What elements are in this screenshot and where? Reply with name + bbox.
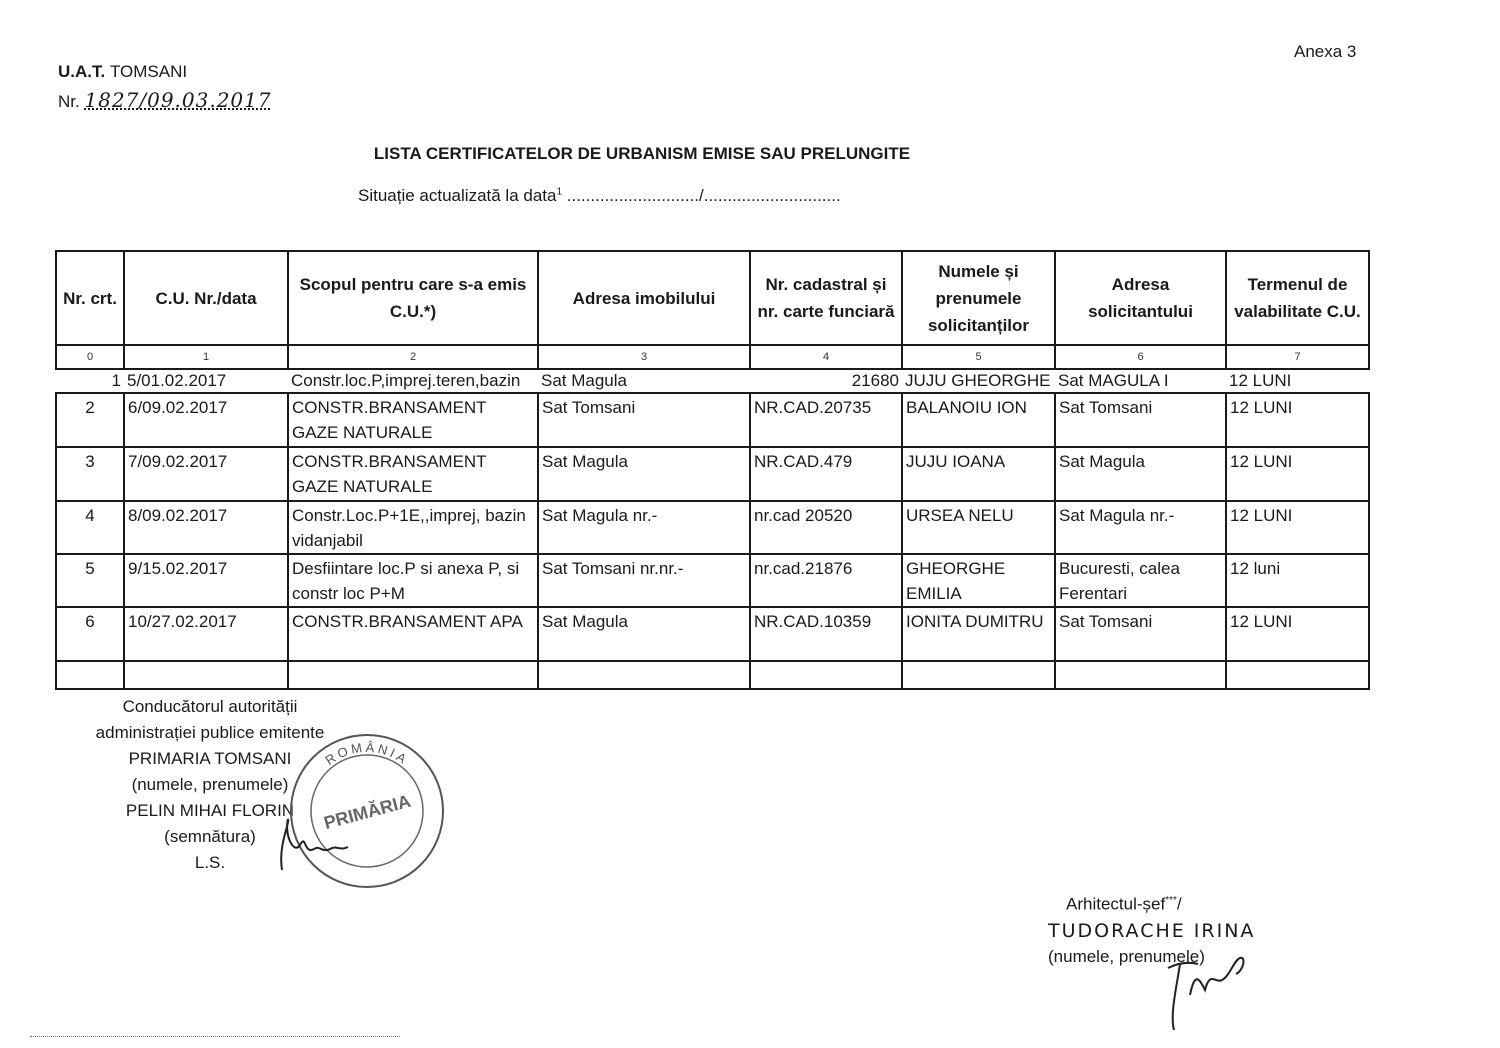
signature-left xyxy=(270,815,360,875)
empty-cell xyxy=(1055,661,1226,689)
bottom-divider xyxy=(30,1036,400,1038)
column-index-row xyxy=(56,345,1369,369)
registration-prefix: Nr. xyxy=(58,92,85,111)
architect-slash: / xyxy=(1176,894,1182,914)
table-row-1 xyxy=(56,369,1369,393)
table-header-row xyxy=(56,251,1369,345)
column-index: 1 xyxy=(124,345,288,369)
stamp-top-text: ROMÂNIA xyxy=(322,739,412,768)
annex-label: Anexa 3 xyxy=(1294,42,1357,61)
cell-nr: 4 xyxy=(56,501,124,554)
architect-name: TUDORACHE IRINA xyxy=(1048,919,1256,942)
column-index: 7 xyxy=(1226,345,1369,369)
cell-cu: 8/09.02.2017 xyxy=(124,501,288,554)
cell-termen: 12 LUNI xyxy=(1226,447,1369,501)
registration-number xyxy=(58,88,272,112)
cell-solicitant: JUJU IOANA xyxy=(902,447,1055,501)
cell-cu: 5/01.02.2017 xyxy=(124,369,288,393)
signatory-name: PELIN MIHAI FLORIN xyxy=(125,801,295,820)
table-row xyxy=(56,554,1369,607)
cell-scop: Constr.loc.P,imprej.teren,bazin xyxy=(288,369,538,393)
signatory-line1: Conducătorul autorității xyxy=(122,697,298,716)
status-footnote: 1 xyxy=(556,186,563,198)
table-row xyxy=(56,501,1369,554)
empty-cell xyxy=(538,661,750,689)
cell-cadastral: NR.CAD.10359 xyxy=(750,607,902,661)
uat-prefix: U.A.T. xyxy=(58,62,110,81)
cell-adresa-solicitant: Sat Tomsani xyxy=(1055,393,1226,447)
cell-cu: 7/09.02.2017 xyxy=(124,447,288,501)
cell-cu: 9/15.02.2017 xyxy=(124,554,288,607)
architect-title: Arhitectul-șef xyxy=(1066,894,1166,914)
registration-value: 1827/09.03.2017 xyxy=(84,88,272,112)
empty-cell xyxy=(1226,661,1369,689)
cell-adresa-imobil: Sat Magula nr.- xyxy=(538,501,750,554)
status-line xyxy=(358,186,841,206)
signatory-line2: administrației publice emitente xyxy=(95,723,325,742)
empty-cell xyxy=(750,661,902,689)
cell-cadastral: 21680 xyxy=(750,369,902,393)
cell-scop: Desfiintare loc.P si anexa P, si constr loc P+M xyxy=(288,554,538,607)
cell-nr: 5 xyxy=(56,554,124,607)
header-cu-nr-data: C.U. Nr./data xyxy=(124,251,288,345)
architect-title-line xyxy=(1048,888,1255,918)
cell-solicitant: JUJU GHEORGHE xyxy=(902,369,1055,393)
cell-adresa-solicitant: Sat MAGULA I xyxy=(1055,369,1226,393)
header-adresa-imobilului: Adresa imobilului xyxy=(538,251,750,345)
column-index: 5 xyxy=(902,345,1055,369)
cell-cadastral: NR.CAD.20735 xyxy=(750,393,902,447)
cell-adresa-solicitant: Sat Tomsani xyxy=(1055,607,1226,661)
empty-cell xyxy=(124,661,288,689)
architect-name-label: (numele, prenumele) xyxy=(1048,946,1205,966)
cell-scop: CONSTR.BRANSAMENT APA xyxy=(288,607,538,661)
signatory-ls: L.S. xyxy=(194,853,226,872)
cell-solicitant: URSEA NELU xyxy=(902,501,1055,554)
header-scopul: Scopul pentru care s-a emis C.U.*) xyxy=(288,251,538,345)
cell-termen: 12 LUNI xyxy=(1226,607,1369,661)
cell-adresa-imobil: Sat Magula xyxy=(538,369,750,393)
table-row xyxy=(56,607,1369,661)
cell-cadastral: NR.CAD.479 xyxy=(750,447,902,501)
cell-termen: 12 LUNI xyxy=(1226,393,1369,447)
certificates-table xyxy=(55,250,1370,690)
signature-right xyxy=(1150,940,1260,1035)
empty-cell xyxy=(288,661,538,689)
column-index: 4 xyxy=(750,345,902,369)
cell-adresa-imobil: Sat Tomsani xyxy=(538,393,750,447)
cell-nr: 1 xyxy=(56,369,124,393)
svg-text:ROMÂNIA xyxy=(322,740,411,768)
document-title: LISTA CERTIFICATELOR DE URBANISM EMISE SAU PRELUNGITE xyxy=(373,144,911,163)
architect-footnote: *** xyxy=(1165,895,1177,906)
cell-solicitant: BALANOIU ION xyxy=(902,393,1055,447)
cell-nr: 3 xyxy=(56,447,124,501)
cell-adresa-imobil: Sat Magula xyxy=(538,447,750,501)
table-row-empty xyxy=(56,661,1369,689)
cell-termen: 12 luni xyxy=(1226,554,1369,607)
cell-cadastral: nr.cad.21876 xyxy=(750,554,902,607)
cell-cadastral: nr.cad 20520 xyxy=(750,501,902,554)
cell-termen: 12 LUNI xyxy=(1226,369,1369,393)
header-numele-solicitantilor: Numele și prenumele solicitanților xyxy=(902,251,1055,345)
cell-adresa-solicitant: Sat Magula nr.- xyxy=(1055,501,1226,554)
header-adresa-solicitantului: Adresa solicitantului xyxy=(1055,251,1226,345)
table-row xyxy=(56,447,1369,501)
stamp-center-text: PRIMĂRIA xyxy=(321,790,413,834)
header-nr-cadastral: Nr. cadastral și nr. carte funciară xyxy=(750,251,902,345)
signatory-name-label: (numele, prenumele) xyxy=(131,775,289,794)
cell-scop: Constr.Loc.P+1E,,imprej, bazin vidanjabil xyxy=(288,501,538,554)
cell-adresa-imobil: Sat Tomsani nr.nr.- xyxy=(538,554,750,607)
signatory-signature-label: (semnătura) xyxy=(164,827,256,846)
cell-nr: 2 xyxy=(56,393,124,447)
cell-adresa-solicitant: Sat Magula xyxy=(1055,447,1226,501)
column-index: 6 xyxy=(1055,345,1226,369)
cell-adresa-solicitant: Bucuresti, calea Ferentari xyxy=(1055,554,1226,607)
status-dots: ............................/............................. xyxy=(562,186,841,205)
cell-cu: 10/27.02.2017 xyxy=(124,607,288,661)
cell-solicitant: GHEORGHE EMILIA xyxy=(902,554,1055,607)
status-label: Situație actualizată la data xyxy=(358,186,557,205)
cell-cu: 6/09.02.2017 xyxy=(124,393,288,447)
cell-solicitant: IONITA DUMITRU xyxy=(902,607,1055,661)
uat-header xyxy=(58,62,187,82)
table-row xyxy=(56,393,1369,447)
column-index: 0 xyxy=(56,345,124,369)
header-termenul: Termenul de valabilitate C.U. xyxy=(1226,251,1369,345)
cell-termen: 12 LUNI xyxy=(1226,501,1369,554)
column-index: 2 xyxy=(288,345,538,369)
column-index: 3 xyxy=(538,345,750,369)
header-nr-crt: Nr. crt. xyxy=(56,251,124,345)
cell-nr: 6 xyxy=(56,607,124,661)
cell-adresa-imobil: Sat Magula xyxy=(538,607,750,661)
uat-name: TOMSANI xyxy=(109,62,188,81)
empty-cell xyxy=(902,661,1055,689)
cell-scop: CONSTR.BRANSAMENT GAZE NATURALE xyxy=(288,447,538,501)
cell-scop: CONSTR.BRANSAMENT GAZE NATURALE xyxy=(288,393,538,447)
signatory-institution: PRIMARIA TOMSANI xyxy=(128,749,292,768)
empty-cell xyxy=(56,661,124,689)
